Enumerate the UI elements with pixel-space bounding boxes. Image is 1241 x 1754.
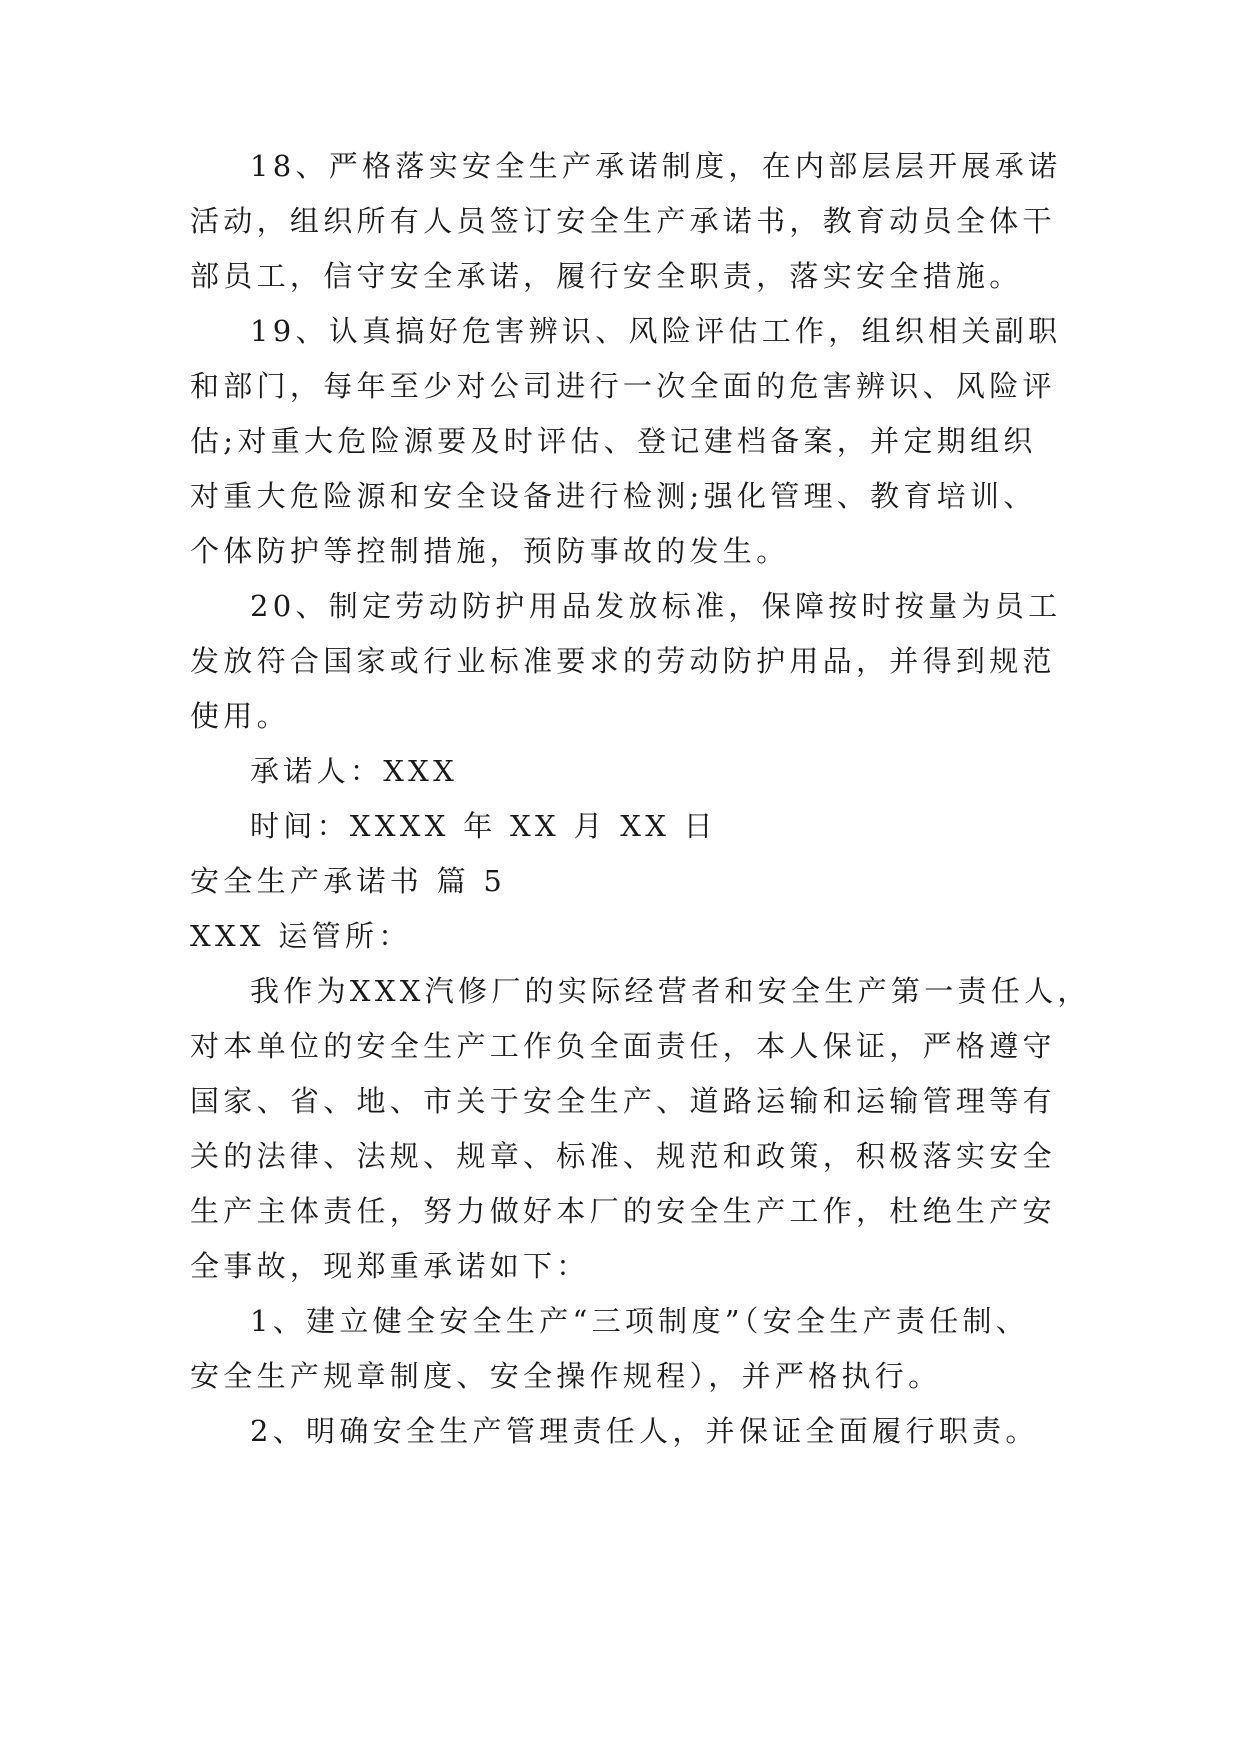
paragraph-19-line-3: 估;对重大危险源要及时评估、登记建档备案，并定期组织 bbox=[190, 424, 1037, 458]
intro-line-3: 国家、省、地、市关于安全生产、道路运输和运输管理等有 bbox=[190, 1084, 1056, 1118]
paragraph-19-line-5: 个体防护等控制措施，预防事故的发生。 bbox=[190, 534, 790, 568]
intro-line-5: 生产主体责任，努力做好本厂的安全生产工作，杜绝生产安 bbox=[190, 1194, 1056, 1228]
item-1-line-1: 1、建立健全安全生产“三项制度”（安全生产责任制、 bbox=[250, 1304, 1030, 1338]
intro-line-2: 对本单位的安全生产工作负全面责任，本人保证，严格遵守 bbox=[190, 1029, 1056, 1063]
intro-line-4: 关的法律、法规、规章、标准、规范和政策，积极落实安全 bbox=[190, 1139, 1056, 1173]
paragraph-20-line-1: 20、制定劳动防护用品发放标准，保障按时按量为员工 bbox=[250, 589, 1062, 623]
signatory-line: 承诺人：XXX bbox=[250, 754, 459, 788]
intro-line-1: 我作为XXX汽修厂的实际经营者和安全生产第一责任人， bbox=[250, 974, 1091, 1008]
paragraph-18-line-3: 部员工，信守安全承诺，履行安全职责，落实安全措施。 bbox=[190, 259, 1023, 293]
paragraph-18-line-2: 活动，组织所有人员签订安全生产承诺书，教育动员全体干 bbox=[190, 204, 1056, 238]
date-line: 时间：XXXX 年 XX 月 XX 日 bbox=[250, 809, 717, 843]
item-1-line-2: 安全生产规章制度、安全操作规程），并严格执行。 bbox=[190, 1359, 942, 1393]
intro-line-6: 全事故，现郑重承诺如下： bbox=[190, 1249, 590, 1283]
paragraph-20-line-2: 发放符合国家或行业标准要求的劳动防护用品，并得到规范 bbox=[190, 644, 1056, 678]
paragraph-19-line-2: 和部门，每年至少对公司进行一次全面的危害辨识、风险评 bbox=[190, 369, 1056, 403]
paragraph-19-line-1: 19、认真搞好危害辨识、风险评估工作，组织相关副职 bbox=[250, 314, 1062, 348]
paragraph-20-line-3: 使用。 bbox=[190, 699, 290, 733]
section-title: 安全生产承诺书 篇 5 bbox=[190, 864, 507, 898]
paragraph-18-line-1: 18、严格落实安全生产承诺制度，在内部层层开展承诺 bbox=[250, 149, 1062, 183]
paragraph-19-line-4: 对重大危险源和安全设备进行检测;强化管理、教育培训、 bbox=[190, 479, 1037, 513]
addressee-line: XXX 运管所： bbox=[190, 919, 412, 953]
item-2-line-1: 2、明确安全生产管理责任人，并保证全面履行职责。 bbox=[250, 1414, 1039, 1448]
